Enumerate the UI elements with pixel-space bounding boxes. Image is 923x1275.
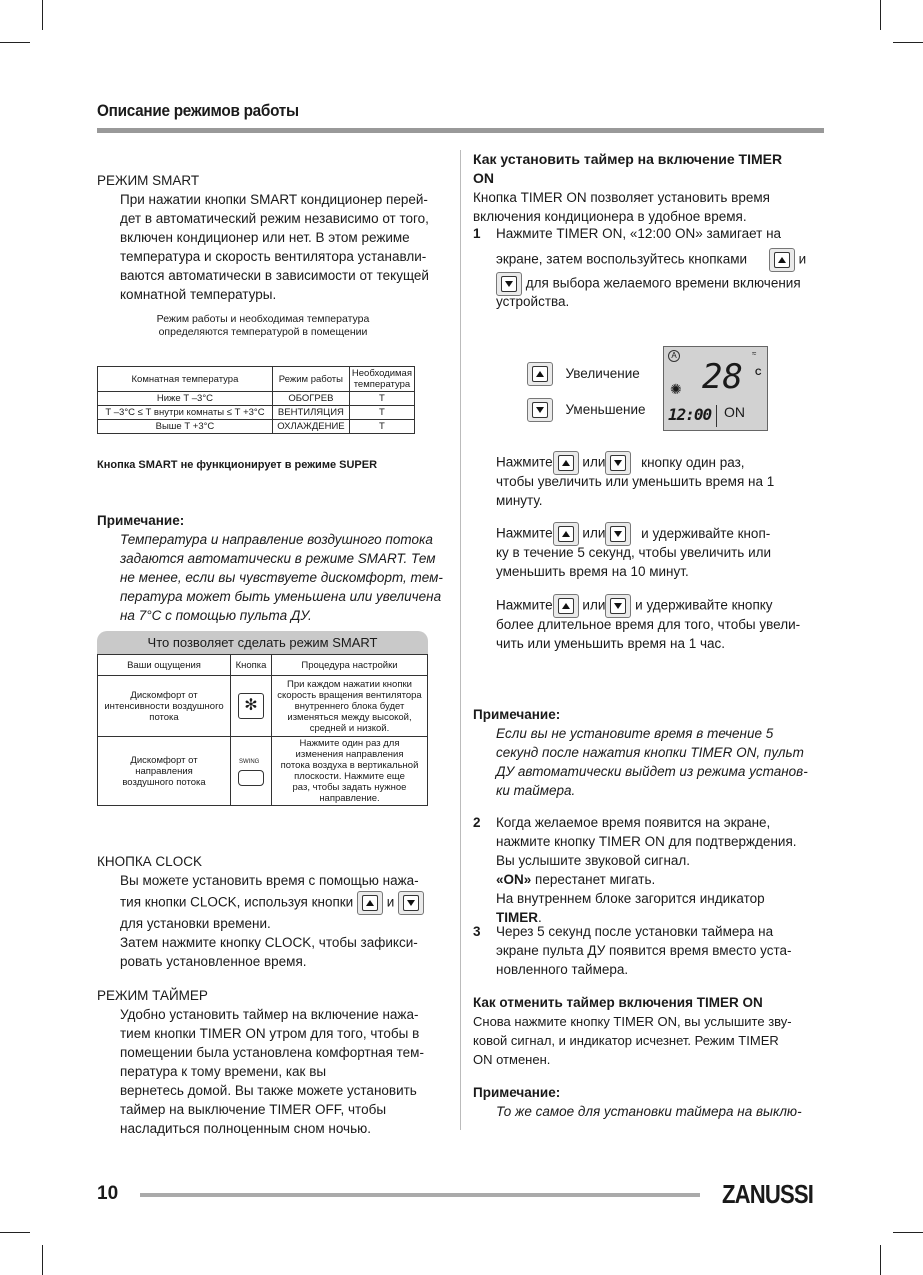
press-hold-line: Нажмите или и удерживайте кноп-	[496, 522, 770, 546]
note-text: Если вы не установите время в течение 5 секунд после нажатия кнопки TIMER ON, пульт ДУ автоматически выйдет из режима установ- ки таймера.	[496, 726, 808, 798]
table-caption: Режим работы и необходимая температура определяются температурой в помещении	[156, 313, 370, 338]
clock-title: КНОПКА CLOCK	[97, 854, 202, 869]
brand-logo: ZANUSSI	[722, 1179, 814, 1209]
note-title: Примечание:	[473, 1085, 561, 1100]
crop-mark	[42, 1245, 43, 1275]
arrow-down-icon	[536, 407, 544, 413]
super-note: Кнопка SMART не функционирует в режиме SUPER	[97, 459, 378, 471]
decrease-row: Уменьшение	[527, 398, 646, 422]
smart-comfort-table: Ваши ощущения Кнопка Процедура настройки Дискомфорт от интенсивности воздушного потока ✻ При каждом нажатии кнопки скорость вращения вентилятора внутреннего блока будет изменяться между высокой, средней и низкой. Дискомфорт от направления воздушного потока SWING Нажмите один раз для изменения направления потока воздуха в вертикальной плоскости. Нажмите еще раз, чтобы задать нужное направление.	[97, 654, 428, 806]
arrow-up-icon	[562, 531, 570, 537]
crop-mark	[893, 1232, 923, 1233]
clock-text: для установки времени. Затем нажмите кнопку CLOCK, чтобы зафикси- ровать установленное время.	[120, 916, 418, 969]
press-once-text: чтобы увеличить или уменьшить время на 1 минуту.	[496, 474, 775, 508]
crop-mark	[893, 42, 923, 43]
remote-lcd-display	[663, 346, 768, 431]
fan-speed-icon: ✻	[238, 693, 264, 719]
auto-mode-icon: A	[668, 350, 680, 362]
swing-button-icon	[238, 770, 264, 786]
footer-rule	[140, 1193, 700, 1197]
crop-mark	[880, 1245, 881, 1275]
timer-on-intro: Кнопка TIMER ON позволяет установить время включения кондиционера в удобное время.	[473, 190, 770, 224]
arrow-up-icon	[562, 460, 570, 466]
table-row: Дискомфорт от интенсивности воздушного потока ✻ При каждом нажатии кнопки скорость вращения вентилятора внутреннего блока будет изменяться между высокой, средней и низкой.	[98, 676, 428, 737]
press-hold-text: ку в течение 5 секунд, чтобы увеличить или уменьшить время на 10 минут.	[496, 545, 772, 579]
press-once-line: Нажмите или кнопку один раз,	[496, 451, 745, 475]
crop-mark	[0, 1232, 30, 1233]
arrow-up-icon	[366, 900, 374, 906]
table-row: Выше Т +3°С ОХЛАЖДЕНИЕ Т	[98, 420, 415, 434]
press-long-line: Нажмите или и удерживайте кнопку	[496, 594, 773, 618]
arrow-up-icon	[778, 257, 786, 263]
timer-title: РЕЖИМ ТАЙМЕР	[97, 988, 208, 1003]
timer-on-heading: Как установить таймер на включение TIMER ON	[473, 151, 783, 186]
lcd-on: ON	[724, 404, 745, 420]
arrow-up-icon	[536, 371, 544, 377]
table-row: Дискомфорт от направления воздушного потока SWING Нажмите один раз для изменения направления потока воздуха в вертикальной плоскости. Нажмите еще раз, чтобы задать нужное направление.	[98, 737, 428, 806]
page-title: Описание режимов работы	[97, 101, 299, 120]
step1-down-line: для выбора желаемого времени включения	[496, 272, 801, 296]
arrow-down-icon	[614, 603, 622, 609]
smart-paragraph: При нажатии кнопки SMART кондиционер перей- дет в автоматический режим независимо от того, включен кондиционер или нет. В этом режиме температура и скорость вентилятора устанавли- ваются автоматически в зависимости от текущей комнатной температуры.	[120, 192, 429, 302]
smart-temperature-table: Комнатная температура Режим работы Необходимая температура Ниже Т –3°С ОБОГРЕВ Т Т –3°С ≤ Т внутри комнаты ≤ Т +3°С ВЕНТИЛЯЦИЯ Т Выше Т +3°С ОХЛАЖДЕНИЕ Т	[97, 366, 415, 434]
step3-text: Через 5 секунд после установки таймера на экране пульта ДУ появится время вместо уста- новленного таймера.	[496, 924, 792, 977]
lcd-unit: C	[755, 367, 762, 377]
step-number: 1	[473, 226, 481, 241]
crop-mark	[42, 0, 43, 30]
swing-label: SWING	[239, 758, 260, 765]
note-title: Примечание:	[473, 707, 561, 722]
up-button[interactable]	[357, 891, 383, 915]
step-number: 2	[473, 815, 481, 830]
note-title: Примечание:	[97, 513, 185, 528]
arrow-down-icon	[407, 900, 415, 906]
arrow-down-icon	[614, 531, 622, 537]
signal-icon: ≈	[752, 349, 757, 358]
arrow-up-icon	[562, 603, 570, 609]
note-text: То же самое для установки таймера на выклю-	[496, 1104, 802, 1119]
note-text: Температура и направление воздушного потока задаются автоматически в режиме SMART. Тем не менее, если вы чувствуете дискомфорт, тем- пература может быть уменьшена или увеличена на 7°С с помощью пульта ДУ.	[120, 532, 443, 623]
down-button[interactable]	[398, 891, 424, 915]
clock-buttons-line: тия кнопки CLOCK, используя кнопки и	[120, 891, 424, 915]
press-long-text: более длительное время для того, чтобы увели- чить или уменьшить время на 1 час.	[496, 617, 801, 651]
table-row: Ниже Т –3°С ОБОГРЕВ Т	[98, 392, 415, 406]
step-number: 3	[473, 924, 481, 939]
header-rule	[97, 128, 824, 133]
table-row: Т –3°С ≤ Т внутри комнаты ≤ Т +3°С ВЕНТИЛЯЦИЯ Т	[98, 406, 415, 420]
crop-mark	[880, 0, 881, 30]
lcd-time: 12:00	[668, 405, 712, 424]
step1-end: устройства.	[496, 294, 570, 309]
up-button[interactable]	[769, 248, 795, 272]
arrow-down-icon	[614, 460, 622, 466]
cancel-heading: Как отменить таймер включения TIMER ON	[473, 995, 763, 1010]
up-button[interactable]	[527, 362, 553, 386]
cancel-text: Снова нажмите кнопку TIMER ON, вы услышите зву- ковой сигнал, и индикатор исчезнет. Режим TIMER ON отменен.	[473, 1014, 792, 1067]
clock-line: Вы можете установить время с помощью нажа-	[120, 873, 419, 888]
timer-text: Удобно установить таймер на включение нажа- тием кнопки TIMER ON утром для того, чтобы в помещении была установлена комфортная тем- пература к тому времени, как вы вернетесь домой. Вы также можете установить таймер на выключение TIMER OFF, чтобы насладиться полноценным сном ночью.	[120, 1007, 424, 1136]
smart-table-title: Что позволяет сделать режим SMART	[97, 631, 428, 654]
lcd-divider	[716, 405, 717, 427]
crop-mark	[0, 42, 30, 43]
smart-title: РЕЖИМ SMART	[97, 173, 200, 188]
fan-icon: ✺	[670, 381, 682, 397]
lcd-temperature: 28	[702, 357, 743, 397]
step2-text: Когда желаемое время появится на экране, нажмите кнопку TIMER ON для подтверждения. Вы услышите звуковой сигнал. «ON» перестанет мигать. На внутреннем блоке загорится индикатор TIMER.	[496, 815, 797, 925]
step1-line: Нажмите TIMER ON, «12:00 ON» замигает на	[496, 226, 782, 241]
arrow-down-icon	[505, 281, 513, 287]
column-divider	[460, 150, 461, 1130]
increase-row: Увеличение	[527, 362, 640, 386]
page-number: 10	[97, 1183, 119, 1204]
step1-buttons-line: экране, затем воспользуйтесь кнопками и	[496, 248, 806, 272]
down-button[interactable]	[527, 398, 553, 422]
